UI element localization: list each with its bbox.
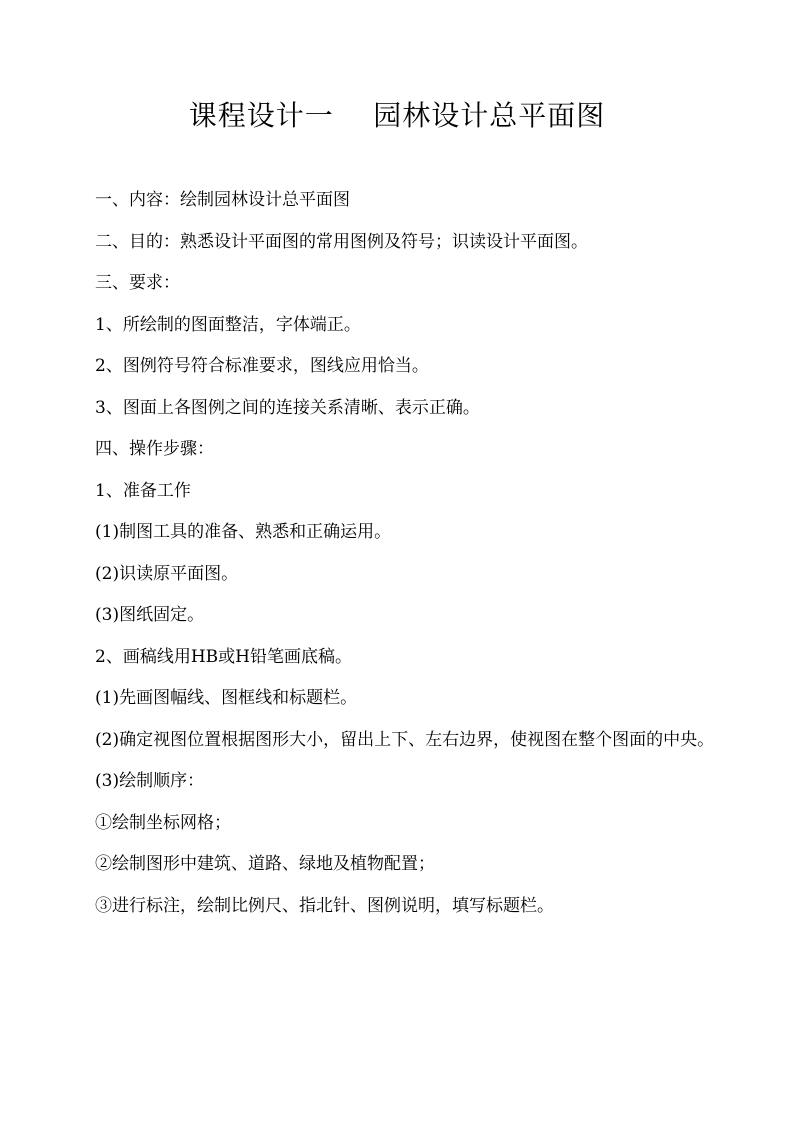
paragraph-step-2-item-3: (3)绘制顺序： <box>95 771 205 791</box>
paragraph-order-2: ②绘制图形中建筑、道路、绿地及植物配置； <box>95 854 435 874</box>
paragraph-requirements-heading: 三、要求： <box>95 273 180 293</box>
paragraph-order-1: ①绘制坐标网格； <box>95 812 231 833</box>
document-title: 课程设计一 园林设计总平面图 <box>188 99 606 132</box>
paragraph-requirement-3: 3、图面上各图例之间的连接关系清晰、表示正确。 <box>95 397 480 418</box>
paragraph-step-1-item-2: (2)识读原平面图。 <box>95 563 239 584</box>
paragraph-requirement-1: 1、所绘制的图面整洁，字体端正。 <box>95 314 361 335</box>
paragraph-step-1-item-3: (3)图纸固定。 <box>95 605 205 625</box>
document-body <box>95 180 715 927</box>
paragraph-purpose: 二、目的：熟悉设计平面图的常用图例及符号；识读设计平面图。 <box>95 231 588 252</box>
paragraph-requirement-2: 2、图例符号符合标准要求，图线应用恰当。 <box>95 356 429 376</box>
paragraph-step-2-item-1: (1)先画图幅线、图框线和标题栏。 <box>95 688 358 708</box>
paragraph-order-3: ③进行标注，绘制比例尺、指北针、图例说明，填写标题栏。 <box>95 895 554 916</box>
paragraph-step-1: 1、准备工作 <box>95 480 191 501</box>
paragraph-step-2: 2、画稿线用HB或H铅笔画底稿。 <box>95 646 352 667</box>
paragraph-step-1-item-1: (1)制图工具的准备、熟悉和正确运用。 <box>95 522 392 542</box>
paragraph-step-2-item-2: (2)确定视图位置根据图形大小，留出上下、左右边界，使视图在整个图面的中央。 <box>95 729 715 750</box>
paragraph-content: 一、内容：绘制园林设计总平面图 <box>95 190 350 210</box>
paragraph-steps-heading: 四、操作步骤： <box>95 439 214 459</box>
